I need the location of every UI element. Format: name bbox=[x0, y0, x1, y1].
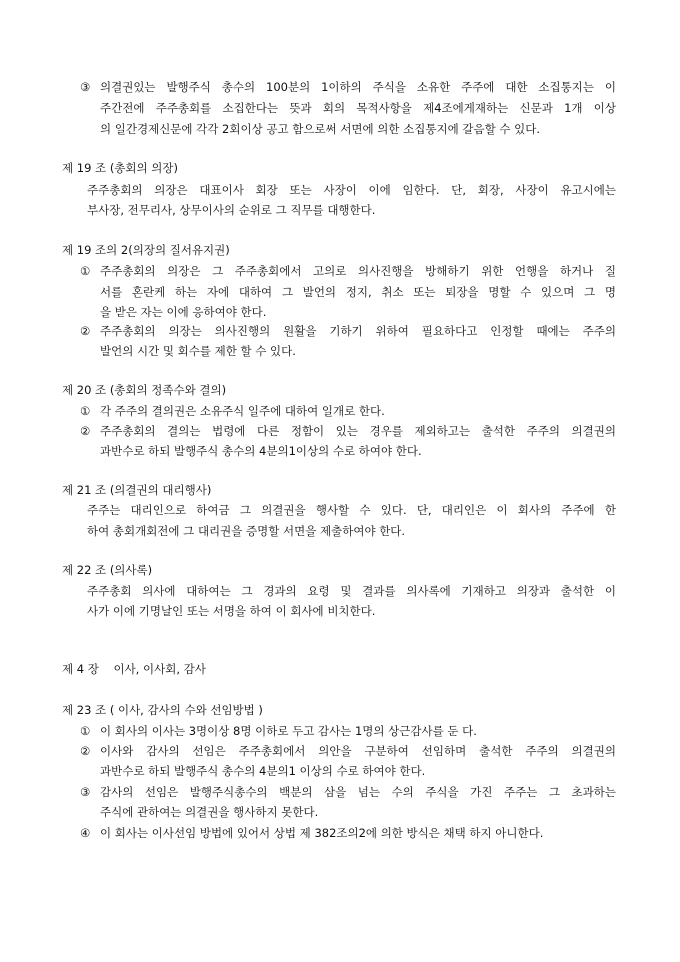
paragraph-line: 사가 이에 기명날인 또는 서명을 하여 이 회사에 비치한다. bbox=[87, 604, 376, 618]
item-marker: ① bbox=[80, 724, 91, 738]
paragraph-line: 부사장, 전무리사, 상무이사의 순위로 그 직무를 대행한다. bbox=[87, 203, 376, 217]
paragraph-line: 서를 혼란케 하는 자에 대하여 그 발언의 정지, 취소 또는 퇴장을 명할 수 있으며 그 명 bbox=[100, 285, 616, 299]
article-heading: 제 22 조 (의사록) bbox=[62, 563, 153, 577]
article-heading: 제 19 조의 2(의장의 질서유지권) bbox=[62, 243, 230, 257]
paragraph-line: 주주는 대리인으로 하여금 그 의결권을 행사할 수 있다. 단, 대리인은 이 회사의 주주에 한 bbox=[87, 503, 616, 517]
paragraph-line: 주주총회의 결의는 법령에 다른 정함이 있는 경우를 제외하고는 출석한 주주의 의결권의 bbox=[100, 424, 616, 438]
paragraph-line: 이 회사의 이사는 3명이상 8명 이하로 두고 감사는 1명의 상근감사를 둔 다. bbox=[100, 724, 477, 738]
paragraph-line: 감사의 선임은 발행주식총수의 백분의 삼을 넘는 수의 주식을 가진 주주는 그 초과하는 bbox=[100, 785, 616, 799]
paragraph-line: 각 주주의 결의권은 소유주식 일주에 대하여 일개로 한다. bbox=[100, 404, 385, 418]
item-marker: ③ bbox=[80, 80, 91, 94]
article-heading: 제 19 조 (총회의 의장) bbox=[62, 161, 178, 175]
paragraph-line: 과반수로 하되 발행주식 총수의 4분의1 이상의 수로 하여야 한다. bbox=[100, 764, 426, 778]
item-marker: ③ bbox=[80, 785, 91, 799]
paragraph-line: 이사와 감사의 선임은 주주총회에서 의안을 구분하여 선임하며 출석한 주주의 의결권의 bbox=[100, 744, 616, 758]
paragraph-line: 주식에 관하여는 의결권을 행사하지 못한다. bbox=[100, 805, 319, 819]
paragraph-line: 과반수로 하되 발행주식 총수의 4분의1이상의 수로 하여야 한다. bbox=[100, 444, 422, 458]
article-heading: 제 20 조 (총회의 정족수와 결의) bbox=[62, 383, 227, 397]
item-marker: ④ bbox=[80, 826, 91, 840]
paragraph-line: 주주총회의 의장은 그 주주총회에서 고의로 의사진행을 방해하기 위한 언행을 하거나 질 bbox=[100, 264, 616, 278]
item-marker: ② bbox=[80, 424, 91, 438]
item-marker: ① bbox=[80, 404, 91, 418]
article-heading: 제 23 조 ( 이사, 감사의 수와 선임방법 ) bbox=[62, 703, 263, 717]
paragraph-line: 발언의 시간 및 회수를 제한 할 수 있다. bbox=[100, 344, 296, 358]
paragraph-line: 의 일간경제신문에 각각 2회이상 공고 함으로써 서면에 의한 소집통지에 갈음할 수 있다. bbox=[100, 122, 540, 136]
paragraph-line: 이 회사는 이사선임 방법에 있어서 상법 제 382조의2에 의한 방식은 채택 하지 아니한다. bbox=[100, 826, 544, 840]
paragraph-line: 주주총회 의사에 대하여는 그 경과의 요령 및 결과를 의사록에 기재하고 의장과 출석한 이 bbox=[87, 584, 616, 598]
paragraph-line: 주주총회의 의장은 대표이사 회장 또는 사장이 이에 임한다. 단, 회장, 사장이 유고시에는 bbox=[87, 183, 616, 197]
paragraph-line: 을 받은 자는 이에 응하여야 한다. bbox=[100, 305, 267, 319]
article-heading: 제 21 조 (의결권의 대리행사) bbox=[62, 483, 212, 497]
item-marker: ② bbox=[80, 744, 91, 758]
paragraph-line: 의결권있는 발행주식 총수의 100분의 1이하의 주식을 소유한 주주에 대한 소집통지는 이 bbox=[100, 80, 616, 94]
item-marker: ② bbox=[80, 324, 91, 338]
paragraph-line: 주간전에 주주총회를 소집한다는 뜻과 회의 목적사항을 제4조에게재하는 신문과 1개 이상 bbox=[100, 101, 616, 115]
item-marker: ① bbox=[80, 264, 91, 278]
paragraph-line: 하여 총회개회전에 그 대리권을 증명할 서면을 제출하여야 한다. bbox=[87, 524, 406, 538]
paragraph-line: 주주총회의 의장는 의사진행의 원활을 기하기 위하여 필요하다고 인정할 때에는 주주의 bbox=[100, 324, 616, 338]
chapter-heading: 제 4 장 이사, 이사회, 감사 bbox=[62, 662, 206, 676]
